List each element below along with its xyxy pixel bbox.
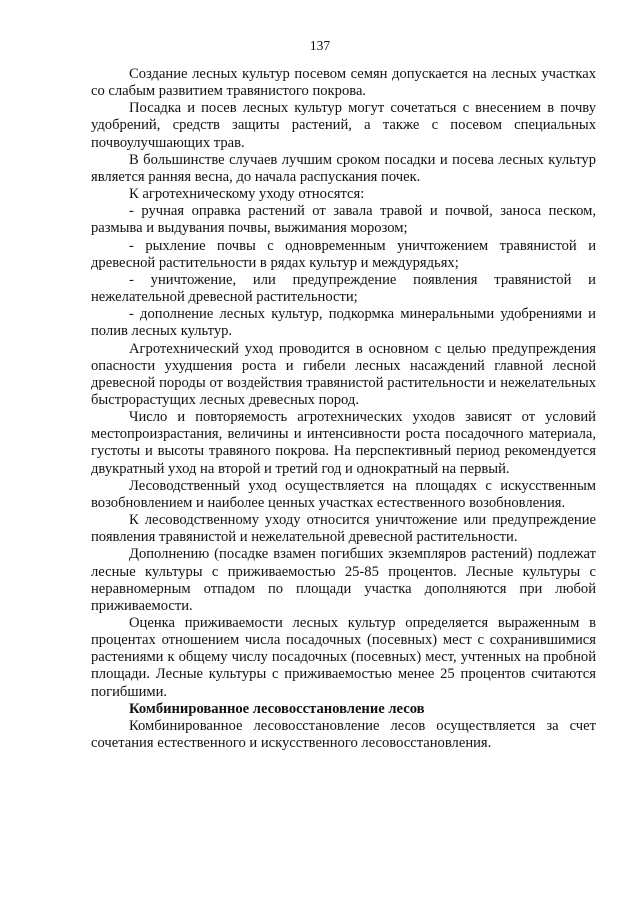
paragraph: В большинстве случаев лучшим сроком посадки и посева лесных культур является ранняя весна, до начала распускания почек. — [91, 151, 596, 185]
page-body — [91, 66, 596, 752]
list-intro: К агротехническому уходу относятся: — [129, 186, 365, 203]
paragraph: К лесоводственному уходу относится уничтожение или предупреждение появления травянистой и нежелательной древесной растительности. — [91, 512, 596, 546]
paragraph: Лесоводственный уход осуществляется на площадях с искусственным возобновлением и наиболее ценных участках естественного возобновления. — [91, 477, 596, 511]
page-number: 137 — [309, 38, 331, 53]
paragraph: Создание лесных культур посевом семян допускается на лесных участках со слабым развитием травянистого покрова. — [91, 66, 596, 100]
paragraph: Посадка и посев лесных культур могут сочетаться с внесением в почву удобрений, средств защиты растений, а также с посевом специальных почвоулучшающих трав. — [91, 100, 596, 151]
paragraph: Комбинированное лесовосстановление лесов осуществляется за счет сочетания естественного и искусственного лесовосстановления. — [91, 717, 596, 752]
paragraph: Дополнению (посадке взамен погибших экземпляров растений) подлежат лесные культуры с приживаемостью 25-85 процентов. Лесные культуры с неравномерным отпадом по площади участка дополняются при любой приживаемости. — [91, 546, 596, 614]
list-item: - уничтожение, или предупреждение появления травянистой и нежелательной древесной растительности; — [91, 271, 596, 306]
paragraph: Оценка приживаемости лесных культур определяется выраженным в процентах отношением числа посадочных (посевных) мест с сохранившимися растениями к общему числу посадочных (посевных) мест, учтенных на пробной площади. Лесные культуры с приживаемостью менее 25 процентов считаются погибшими. — [91, 615, 596, 700]
list-item: - ручная оправка растений от завала травой и почвой, заноса песком, размыва и выдувания почвы, выжимания морозом; — [91, 203, 596, 237]
list-item: - дополнение лесных культур, подкормка минеральными удобрениями и полив лесных культур. — [91, 306, 596, 340]
paragraph: Число и повторяемость агротехнических уходов зависят от условий местопроизрастания, величины и интенсивности роста посадочного материала, густоты и высоты травяного покрова. На перспективный период рекомендуется двукратный уход на второй и третий год и однократный на первый. — [91, 409, 596, 477]
list-item: - рыхление почвы с одновременным уничтожением травянистой и древесной растительности в рядах культур и междурядьях; — [91, 237, 596, 271]
paragraph: Агротехнический уход проводится в основном с целью предупреждения опасности ухудшения роста и гибели лесных насаждений главной лесной древесной породы от воздействия травянистой растительности и нежелательных быстрорастущих лесных древесных пород. — [91, 340, 596, 408]
section-heading: Комбинированное лесовосстановление лесов — [129, 700, 425, 717]
